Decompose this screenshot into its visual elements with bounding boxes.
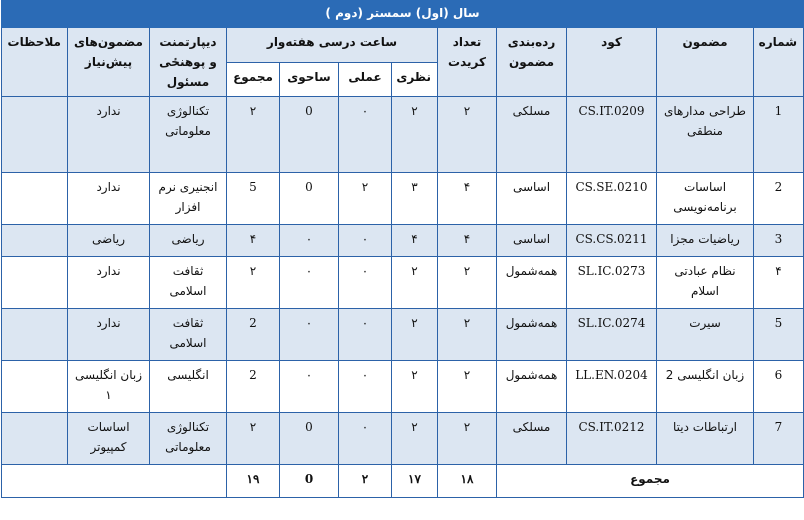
row-category: همه‌شمول xyxy=(497,257,567,309)
row-theory: ۳ xyxy=(392,173,438,225)
row-code: CS.SE.0210 xyxy=(567,173,657,225)
row-practical: ۰ xyxy=(339,97,392,173)
row-credits: ۲ xyxy=(438,309,497,361)
row-field: ۰ xyxy=(280,361,339,413)
header-code: کود xyxy=(567,28,657,97)
curriculum-table xyxy=(1,0,804,498)
row-theory: ۲ xyxy=(392,361,438,413)
table-row xyxy=(2,97,804,173)
row-field: ۰ xyxy=(280,309,339,361)
row-practical: ۰ xyxy=(339,309,392,361)
semester-title-row xyxy=(2,1,804,28)
table-row xyxy=(2,361,804,413)
row-code: LL.EN.0204 xyxy=(567,361,657,413)
row-theory: ۲ xyxy=(392,309,438,361)
row-code: CS.IT.0212 xyxy=(567,413,657,465)
row-prereq: ندارد xyxy=(68,257,150,309)
header-prereq: مضمون‌های پیش‌نیاز xyxy=(68,28,150,97)
header-notes: ملاحظات xyxy=(2,28,68,97)
row-index: ۴ xyxy=(754,257,804,309)
row-code: CS.CS.0211 xyxy=(567,225,657,257)
row-subject: سیرت xyxy=(657,309,754,361)
totals-label: مجموع xyxy=(497,465,804,498)
row-sum: ۲ xyxy=(227,257,280,309)
totals-credits: ۱۸ xyxy=(438,465,497,498)
row-prereq: ندارد xyxy=(68,309,150,361)
header-category: رده‌بندی مضمون xyxy=(497,28,567,97)
row-index: 3 xyxy=(754,225,804,257)
header-row xyxy=(2,28,804,63)
row-category: مسلکی xyxy=(497,97,567,173)
row-sum: 5 xyxy=(227,173,280,225)
row-field: ۰ xyxy=(280,225,339,257)
row-index: 6 xyxy=(754,361,804,413)
row-code: CS.IT.0209 xyxy=(567,97,657,173)
totals-blank xyxy=(2,465,227,498)
header-credits: تعداد کریدت xyxy=(438,28,497,97)
row-prereq: زبان انگلیسی ۱ xyxy=(68,361,150,413)
row-subject: اساسات برنامه‌نویسی xyxy=(657,173,754,225)
header-index: شماره xyxy=(754,28,804,97)
row-notes xyxy=(2,361,68,413)
row-prereq: اساسات کمپیوتر xyxy=(68,413,150,465)
row-sum: 2 xyxy=(227,309,280,361)
table-row xyxy=(2,257,804,309)
row-notes xyxy=(2,309,68,361)
row-sum: ۲ xyxy=(227,97,280,173)
semester-title: سال (اول) سمستر (دوم ) xyxy=(2,1,804,28)
row-credits: ۴ xyxy=(438,173,497,225)
row-index: 2 xyxy=(754,173,804,225)
row-department: تکنالوژی معلوماتی xyxy=(150,413,227,465)
row-practical: ۰ xyxy=(339,257,392,309)
row-sum: 2 xyxy=(227,361,280,413)
header-practical: عملی xyxy=(339,62,392,97)
row-credits: ۲ xyxy=(438,257,497,309)
totals-field: 0 xyxy=(280,465,339,498)
row-category: همه‌شمول xyxy=(497,361,567,413)
totals-sum: ۱۹ xyxy=(227,465,280,498)
header-theory: نظری xyxy=(392,62,438,97)
row-notes xyxy=(2,173,68,225)
row-category: همه‌شمول xyxy=(497,309,567,361)
row-prereq: ندارد xyxy=(68,97,150,173)
row-credits: ۴ xyxy=(438,225,497,257)
header-field: ساحوی xyxy=(280,62,339,97)
curriculum-table-container xyxy=(1,0,803,498)
totals-practical: ۲ xyxy=(339,465,392,498)
row-theory: ۲ xyxy=(392,97,438,173)
header-department: دیپارتمنت و پوهنځی مسئول xyxy=(150,28,227,97)
row-field: ۰ xyxy=(280,257,339,309)
row-practical: ۰ xyxy=(339,361,392,413)
row-index: 1 xyxy=(754,97,804,173)
header-sum: مجموع xyxy=(227,62,280,97)
row-code: SL.IC.0273 xyxy=(567,257,657,309)
totals-row xyxy=(2,465,804,498)
table-row xyxy=(2,173,804,225)
row-notes xyxy=(2,225,68,257)
row-subject: ریاضیات مجزا xyxy=(657,225,754,257)
row-field: 0 xyxy=(280,413,339,465)
row-theory: ۴ xyxy=(392,225,438,257)
row-department: انجنیری نرم افزار xyxy=(150,173,227,225)
row-index: 5 xyxy=(754,309,804,361)
row-notes xyxy=(2,257,68,309)
row-subject: زبان انگلیسی 2 xyxy=(657,361,754,413)
row-practical: ۲ xyxy=(339,173,392,225)
row-prereq: ندارد xyxy=(68,173,150,225)
table-row xyxy=(2,413,804,465)
row-field: 0 xyxy=(280,97,339,173)
row-credits: ۲ xyxy=(438,361,497,413)
row-sum: ۲ xyxy=(227,413,280,465)
row-category: اساسی xyxy=(497,173,567,225)
totals-theory: ۱۷ xyxy=(392,465,438,498)
row-department: تکنالوژی معلوماتی xyxy=(150,97,227,173)
row-practical: ۰ xyxy=(339,413,392,465)
row-subject: ارتباطات دیتا xyxy=(657,413,754,465)
row-department: انگلیسی xyxy=(150,361,227,413)
row-sum: ۴ xyxy=(227,225,280,257)
row-department: ریاضی xyxy=(150,225,227,257)
row-theory: ۲ xyxy=(392,413,438,465)
row-department: ثقافت اسلامی xyxy=(150,309,227,361)
row-credits: ۲ xyxy=(438,97,497,173)
row-category: اساسی xyxy=(497,225,567,257)
row-category: مسلکی xyxy=(497,413,567,465)
table-row xyxy=(2,309,804,361)
row-notes xyxy=(2,97,68,173)
row-subject: نظام عبادتی اسلام xyxy=(657,257,754,309)
row-code: SL.IC.0274 xyxy=(567,309,657,361)
row-subject: طراحی مدارهای منطقی xyxy=(657,97,754,173)
row-field: 0 xyxy=(280,173,339,225)
row-index: 7 xyxy=(754,413,804,465)
header-weekly-hours: ساعت درسی هفته‌وار xyxy=(227,28,438,63)
table-row xyxy=(2,225,804,257)
row-practical: ۰ xyxy=(339,225,392,257)
row-department: ثقافت اسلامی xyxy=(150,257,227,309)
row-prereq: ریاضی xyxy=(68,225,150,257)
row-notes xyxy=(2,413,68,465)
header-subject: مضمون xyxy=(657,28,754,97)
row-theory: ۲ xyxy=(392,257,438,309)
row-credits: ۲ xyxy=(438,413,497,465)
